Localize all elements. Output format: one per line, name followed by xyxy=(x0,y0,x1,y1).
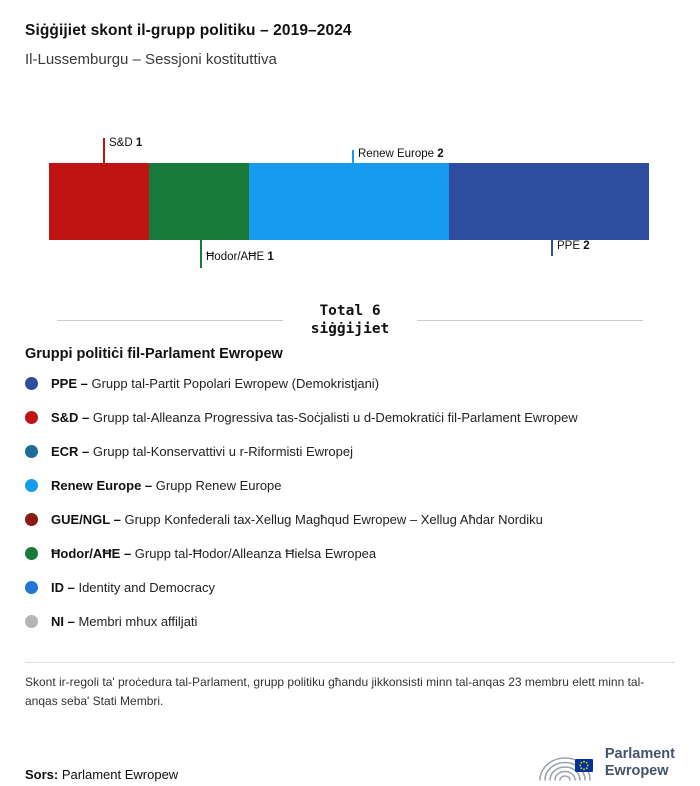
legend-abbr: S&D – xyxy=(51,409,90,425)
legend-abbr: Renew Europe – xyxy=(51,477,153,493)
legend-abbr: NI – xyxy=(51,613,75,629)
page-title: Siġġijiet skont il-grupp politiku – 2019–2024 xyxy=(25,22,352,39)
eu-flag-icon xyxy=(575,759,593,772)
callout-label-hodor: Ħodor/AĦE 1 xyxy=(206,251,274,263)
legend-desc: Grupp Renew Europe xyxy=(155,477,282,493)
bar-segment-hodor xyxy=(149,163,249,240)
total-label: Total 6 siġġijiet xyxy=(310,303,390,337)
legend-color-dot xyxy=(25,581,38,594)
legend-item-hodor xyxy=(25,536,675,570)
legend-item-ecr xyxy=(25,434,675,468)
total-row xyxy=(25,302,675,338)
legend-abbr: Ħodor/AĦE – xyxy=(51,545,132,561)
callout-tick-ppe xyxy=(551,240,553,256)
legend-color-dot xyxy=(25,513,38,526)
legend-desc: Grupp tal-Ħodor/Alleanza Ħielsa Ewropea xyxy=(134,545,377,561)
source-value: Parlament Ewropew xyxy=(61,767,179,783)
legend-desc: Grupp tal-Konservattivi u r-Riformisti Ewropej xyxy=(92,443,353,459)
source xyxy=(25,767,178,782)
callout-tick-renew xyxy=(352,150,354,163)
legend-item-id xyxy=(25,570,675,604)
legend-abbr: ECR – xyxy=(51,443,90,459)
legend-item-guengl xyxy=(25,502,675,536)
legend-item-ppe xyxy=(25,366,675,400)
page-subtitle: Il-Lussemburgu – Sessjoni kostituttiva xyxy=(25,51,277,68)
callout-label-sd: S&D 1 xyxy=(109,137,143,149)
legend-heading: Gruppi politiċi fil-Parlament Ewropew xyxy=(25,346,283,362)
legend-desc: Grupp Konfederali tax-Xellug Magħqud Ewropew – Xellug Aħdar Nordiku xyxy=(124,511,543,527)
legend-desc: Membri mhux affiljati xyxy=(78,613,198,629)
legend-color-dot xyxy=(25,547,38,560)
divider xyxy=(25,662,675,663)
legend-desc: Grupp tal-Alleanza Progressiva tas-Soċjalisti u d-Demokratiċi fil-Parlament Ewropew xyxy=(92,409,578,425)
legend-color-dot xyxy=(25,377,38,390)
bar-segment-sd xyxy=(49,163,149,240)
total-rule-right xyxy=(417,320,643,321)
callout-label-ppe: PPE 2 xyxy=(557,240,590,252)
legend-item-ni xyxy=(25,604,675,638)
legend-color-dot xyxy=(25,411,38,424)
european-parliament-logo xyxy=(538,742,675,784)
hemicycle-icon xyxy=(538,742,596,784)
source-label: Sors: xyxy=(25,767,59,783)
legend-desc: Grupp tal-Partit Popolari Ewropew (Demokristjani) xyxy=(91,375,380,391)
legend-color-dot xyxy=(25,479,38,492)
stacked-bar xyxy=(49,163,649,240)
legend-color-dot xyxy=(25,615,38,628)
legend-abbr: GUE/NGL – xyxy=(51,511,121,527)
seat-chart xyxy=(25,138,675,272)
callout-tick-sd xyxy=(103,138,105,163)
callout-tick-hodor xyxy=(200,240,202,268)
legend-color-dot xyxy=(25,445,38,458)
legend-abbr: ID – xyxy=(51,579,75,595)
bar-segment-renew xyxy=(249,163,449,240)
callout-label-renew: Renew Europe 2 xyxy=(358,148,444,160)
footer xyxy=(25,742,675,784)
legend-abbr: PPE – xyxy=(51,375,88,391)
legend-item-renew xyxy=(25,468,675,502)
bar-segment-ppe xyxy=(449,163,649,240)
legend xyxy=(25,366,675,638)
legend-desc: Identity and Democracy xyxy=(78,579,216,595)
total-rule-left xyxy=(57,320,283,321)
footnote: Skont ir-regoli ta' proċedura tal-Parlament, grupp politiku għandu jikkonsisti minn tal-anqas 23 membru elett minn tal-anqas seba' Stati Membri. xyxy=(25,675,645,708)
logo-wordmark: Parlament Ewropew xyxy=(604,746,675,780)
legend-item-sd xyxy=(25,400,675,434)
